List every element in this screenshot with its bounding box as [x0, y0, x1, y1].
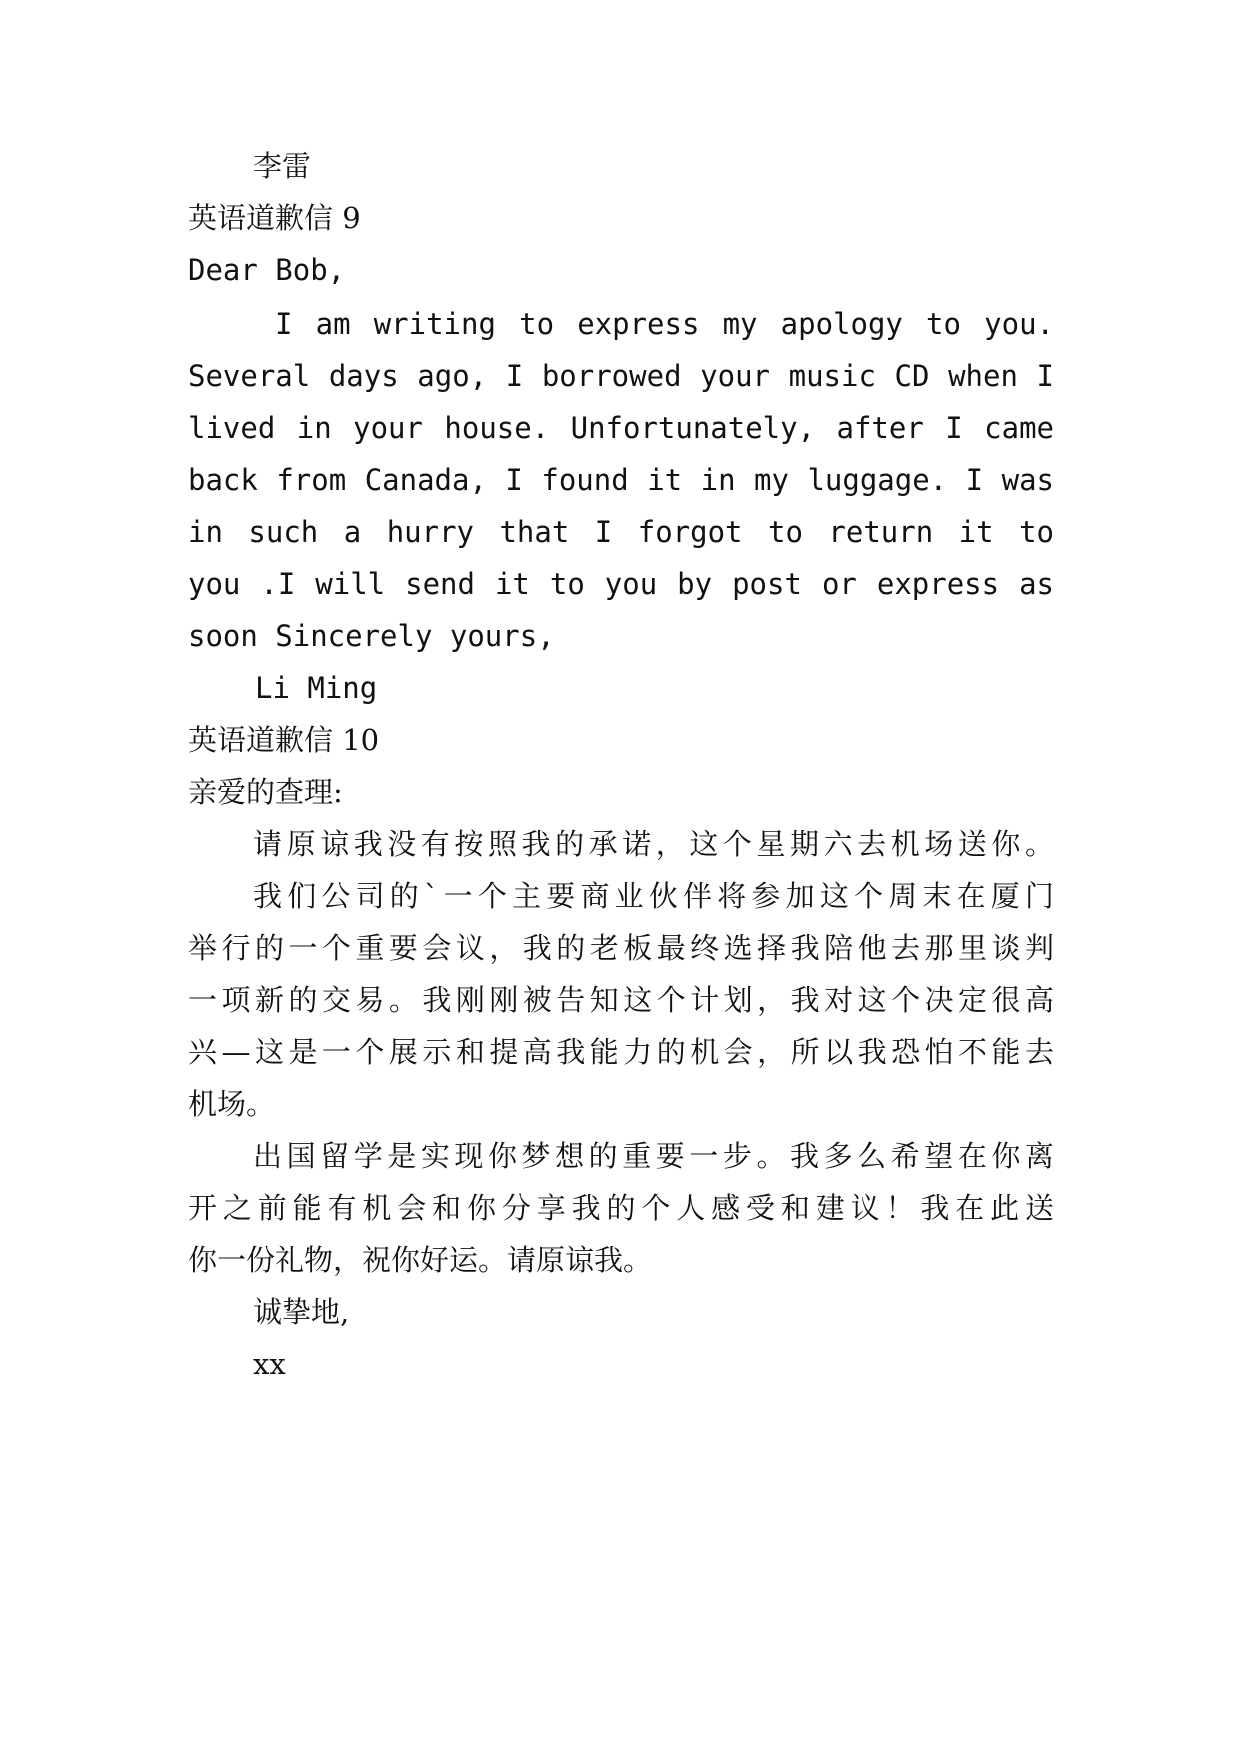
letter10-greeting: 亲爱的查理: — [188, 775, 343, 809]
letter10-para2-line: 举行的一个重要会议，我的老板最终选择我陪他去那里谈判 — [188, 931, 1054, 965]
letter9-heading: 英语道歉信 9 — [188, 201, 361, 235]
letter10-para3-line: 出国留学是实现你梦想的重要一步。我多么希望在你离 — [253, 1139, 1054, 1173]
letter9-body-line: back from Canada, I found it in my luggage. I was — [188, 463, 1054, 497]
letter10-para2-line: 我们公司的`一个主要商业伙伴将参加这个周末在厦门 — [253, 879, 1054, 913]
letter8-signature: 李雷 — [253, 149, 312, 183]
letter10-para1: 请原谅我没有按照我的承诺，这个星期六去机场送你。 — [253, 827, 1054, 861]
letter10-heading: 英语道歉信 10 — [188, 723, 380, 757]
letter9-body-line: in such a hurry that I forgot to return it to — [188, 515, 1054, 549]
letter10-para3-line: 开之前能有机会和你分享我的个人感受和建议！我在此送 — [188, 1191, 1054, 1225]
letter9-closing: soon Sincerely yours, — [188, 619, 555, 653]
letter10-para3-line: 你一份礼物，祝你好运。请原谅我。 — [188, 1243, 653, 1277]
letter10-signature: xx — [253, 1347, 286, 1381]
letter9-body-line: Several days ago, I borrowed your music CD when I — [188, 359, 1054, 393]
letter9-body-line: I am writing to express my apology to you. — [275, 307, 1054, 341]
letter10-para2-line: 兴—这是一个展示和提高我能力的机会，所以我恐怕不能去 — [188, 1035, 1054, 1069]
letter10-para2-line: 一项新的交易。我刚刚被告知这个计划，我对这个决定很高 — [188, 983, 1054, 1017]
letter9-signature: Li Ming — [255, 671, 378, 705]
letter9-body-line: you .I will send it to you by post or express as — [188, 567, 1054, 601]
letter10-closing: 诚挚地, — [253, 1295, 350, 1329]
letter10-para2-line: 机场。 — [188, 1087, 276, 1121]
letter9-greeting: Dear Bob, — [188, 253, 346, 287]
letter9-body-line: lived in your house. Unfortunately, after I came — [188, 411, 1054, 445]
